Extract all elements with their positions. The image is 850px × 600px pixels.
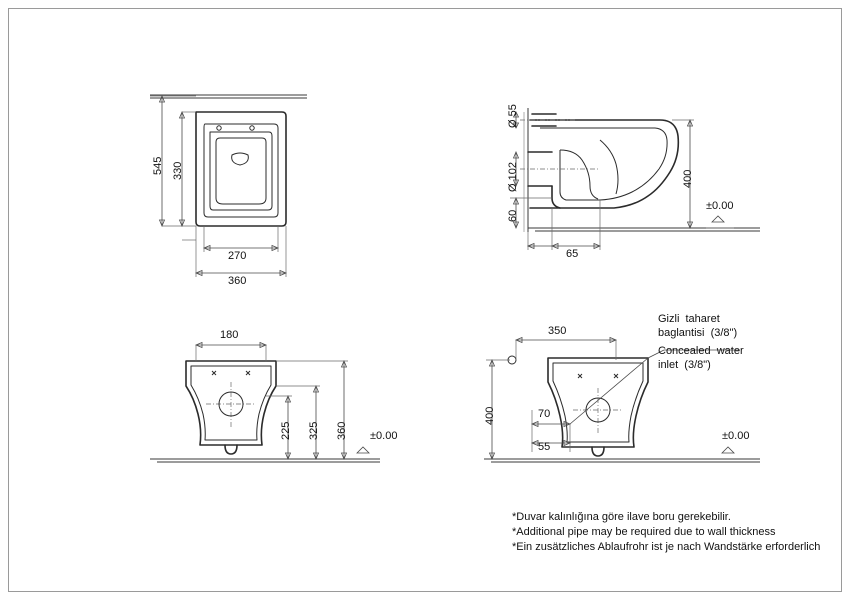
callout-line-en-2: inlet (3/8") <box>658 359 711 371</box>
dim-label-side-dia55: Ø 55 <box>507 104 519 128</box>
callout-line-tr-1: Gizli taharet <box>658 313 720 325</box>
dim-label-side-dia102: Ø 102 <box>507 162 519 192</box>
note-tr: *Duvar kalınlığına göre ilave boru gerekebilir. <box>512 511 731 523</box>
dim-label-front-360: 360 <box>336 421 348 440</box>
dim-label-side-60: 60 <box>507 209 519 222</box>
dim-label-front-325: 325 <box>308 421 320 440</box>
dim-label-rear-350: 350 <box>548 325 567 337</box>
datum-label-rear: ±0.00 <box>722 430 750 442</box>
dim-label-front-225: 225 <box>280 421 292 440</box>
dim-label-side-400: 400 <box>682 169 694 188</box>
dim-label-side-65: 65 <box>566 248 579 260</box>
note-en: *Additional pipe may be required due to wall thickness <box>512 526 776 538</box>
dim-label-rear-400: 400 <box>484 406 496 425</box>
dim-label-rear-70: 70 <box>538 408 551 420</box>
dim-label-top-360: 360 <box>228 275 247 287</box>
dim-label-top-545: 545 <box>152 156 164 175</box>
callout-line-en-1: Concealed water <box>658 345 744 357</box>
dim-label-rear-55: 55 <box>538 441 551 453</box>
note-de: *Ein zusätzliches Ablaufrohr ist je nach Wandstärke erforderlich <box>512 541 821 553</box>
callout-line-tr-2: baglantisi (3/8") <box>658 327 738 339</box>
dim-label-top-330: 330 <box>172 161 184 180</box>
datum-label-side: ±0.00 <box>706 200 734 212</box>
datum-label-front: ±0.00 <box>370 430 398 442</box>
dim-label-top-270: 270 <box>228 250 247 262</box>
dim-label-front-180: 180 <box>220 329 239 341</box>
